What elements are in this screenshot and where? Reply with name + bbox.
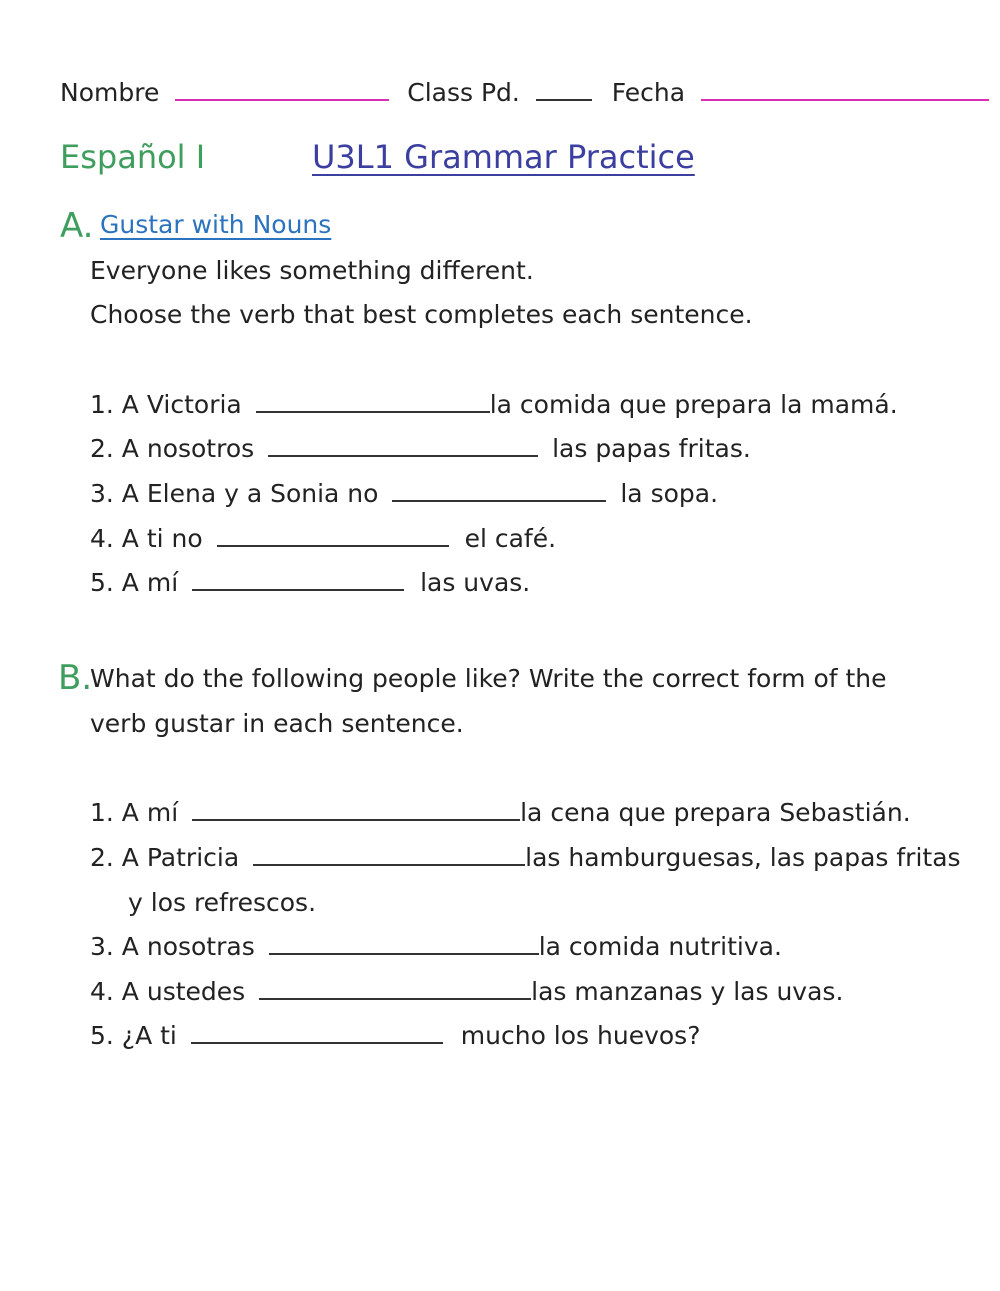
section-b-item-3 (90, 932, 782, 961)
class-period-blank[interactable] (536, 99, 592, 101)
section-a-instruction-1: Everyone likes something different. (90, 256, 534, 285)
section-a-heading: Gustar with Nouns (100, 210, 332, 239)
item-ending: las papas fritas. (552, 434, 751, 463)
item-prompt: 5. ¿A ti (90, 1021, 177, 1050)
item-ending: el café. (464, 524, 557, 553)
name-blank[interactable] (175, 99, 389, 101)
course-title: Español I (60, 138, 206, 176)
date-label: Fecha (611, 78, 686, 107)
section-a-item-1 (90, 390, 898, 419)
answer-blank-a5[interactable] (192, 589, 404, 591)
header-row (60, 78, 960, 107)
section-b-item-1 (90, 798, 911, 827)
item-prompt: 4. A ti no (90, 524, 203, 553)
answer-blank-a1[interactable] (256, 411, 490, 413)
answer-blank-a2[interactable] (268, 455, 538, 457)
item-ending: la sopa. (620, 479, 719, 508)
item-prompt: 2. A Patricia (90, 843, 240, 872)
section-b-letter: B. (58, 658, 93, 698)
item-ending: las manzanas y las uvas. (531, 977, 844, 1006)
section-b-item-2 (90, 843, 961, 872)
item-ending: mucho los huevos? (460, 1021, 701, 1050)
item-prompt: 1. A Victoria (90, 390, 242, 419)
item-ending: la cena que prepara Sebastián. (520, 798, 911, 827)
date-blank[interactable] (701, 99, 989, 101)
answer-blank-a4[interactable] (217, 545, 449, 547)
item-prompt: 3. A nosotras (90, 932, 255, 961)
section-b-instruction-2: verb gustar in each sentence. (90, 709, 464, 738)
section-a-item-3 (90, 479, 718, 508)
answer-blank-b3[interactable] (269, 953, 539, 955)
worksheet-title: U3L1 Grammar Practice (312, 138, 695, 176)
item-ending: las hamburguesas, las papas fritas (525, 843, 961, 872)
section-a-instruction-2: Choose the verb that best completes each sentence. (90, 300, 753, 329)
item-ending: la comida que prepara la mamá. (489, 390, 898, 419)
section-a-item-2 (90, 434, 751, 463)
section-a-letter: A. (60, 206, 94, 246)
answer-blank-b2[interactable] (253, 864, 525, 866)
name-label: Nombre (60, 78, 160, 107)
item-prompt: 3. A Elena y a Sonia no (90, 479, 379, 508)
section-b-instruction-1: What do the following people like? Write the correct form of the (90, 664, 887, 693)
item-ending: la comida nutritiva. (538, 932, 782, 961)
item-prompt: 1. A mí (90, 798, 179, 827)
item-prompt: 5. A mí (90, 568, 179, 597)
section-b-item-4 (90, 977, 843, 1006)
answer-blank-b5[interactable] (191, 1042, 443, 1044)
item-prompt: 2. A nosotros (90, 434, 255, 463)
answer-blank-a3[interactable] (392, 500, 606, 502)
class-period-label: Class Pd. (407, 78, 520, 107)
section-b-item-5 (90, 1021, 700, 1050)
item-ending: las uvas. (420, 568, 531, 597)
section-a-item-5 (90, 568, 530, 597)
section-a-item-4 (90, 524, 556, 553)
answer-blank-b1[interactable] (192, 819, 520, 821)
item-prompt: 4. A ustedes (90, 977, 246, 1006)
answer-blank-b4[interactable] (259, 998, 531, 1000)
section-b-item-2-continuation: y los refrescos. (128, 888, 317, 917)
